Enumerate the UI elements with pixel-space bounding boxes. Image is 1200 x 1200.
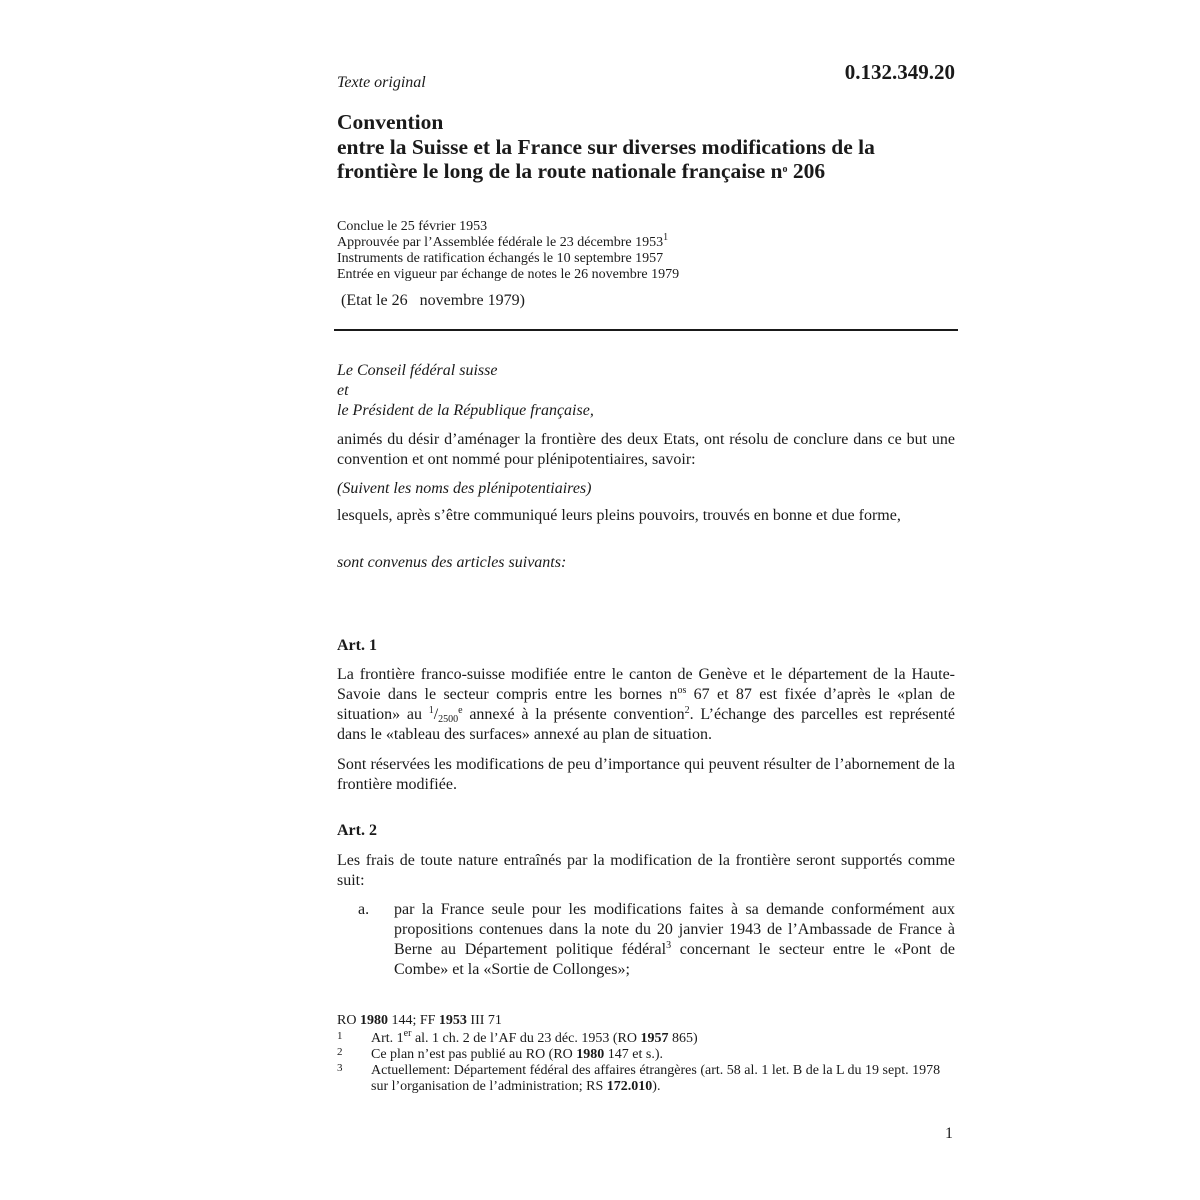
document-title <box>337 110 955 184</box>
agreed-articles-line: sont convenus des articles suivants: <box>337 554 567 571</box>
article-2-paragraph-1: Les frais de toute nature entraînés par la modification de la frontière seront supportés comme suit: <box>337 852 955 889</box>
preamble-intro: animés du désir d’aménager la frontière des deux Etats, ont résolu de conclure dans ce but une convention et ont nommé pour plénipotentiaires, savoir: <box>337 431 955 468</box>
language-label: Texte original <box>337 74 426 91</box>
title-line-2: entre la Suisse et la France sur diverses modifications de la <box>337 134 875 159</box>
header-divider <box>334 329 958 331</box>
list-item-text: par la France seule pour les modifications faites à sa demande conformément aux propositions contenues dans la note du 20 janvier 1943 de l’Ambassade de France à Berne au Département politique fédéral$^3$ concernant le secteur entre le «Pont de Combe» et la «Sortie de Collonges»; <box>394 901 956 978</box>
party-french: le Président de la République française, <box>337 402 594 419</box>
fraction-numerator: 1 <box>428 705 434 716</box>
plenipotentiaries-note: (Suivent les noms des plénipotentiaires) <box>337 480 592 497</box>
article-1-heading: Art. 1 <box>337 637 377 654</box>
footnote-ref-1: 1 <box>663 232 669 243</box>
footnote-2: 2 Ce plan n’est pas publié au RO (RO 1980 147 et s.). <box>337 1046 664 1062</box>
footnote-number: 2 <box>337 1046 343 1058</box>
list-item-letter: a. <box>358 901 370 918</box>
fraction-denominator: 2500 <box>438 714 459 725</box>
party-conjunction: et <box>337 382 349 399</box>
meta-concluded: Conclue le 25 février 1953 <box>337 219 488 234</box>
footnote-number: 3 <box>337 1062 343 1074</box>
footnote-1: 1 Art. 1er al. 1 ch. 2 de l’AF du 23 déc. 1953 (RO 1957 865) <box>337 1028 698 1046</box>
meta-in-force: Entrée en vigueur par échange de notes le 26 novembre 1979 <box>337 267 680 282</box>
article-1-paragraph-1: La frontière franco-suisse modifiée entre le canton de Genève et le département de la Haute-Savoie dans le secteur compris entre les bornes $n^{os}$ 67 et 87 est fixée d’après le «plan de situation» au $^1/_{2500}^e$ annexé à la présente convention$^2$. L’échange des parcelles est représenté dans le «tableau des surfaces» annexé au plan de situation. <box>337 666 956 743</box>
article-1-paragraph-2: Sont réservées les modifications de peu d’importance qui peuvent résulter de l’abornement de la frontière modifiée. <box>337 756 955 793</box>
meta-approved: Approuvée par l’Assemblée fédérale le 23 décembre 1953$^1$ <box>337 232 669 250</box>
title-line-1: Convention <box>337 110 444 134</box>
party-swiss: Le Conseil fédéral suisse <box>337 362 498 379</box>
state-date: (Etat le 26 novembre 1979) <box>341 292 525 309</box>
footnote-number: 1 <box>337 1030 343 1042</box>
official-compilation-reference: RO 1980 144; FF 1953 III 71 <box>337 1013 502 1028</box>
footnotes <box>337 1013 955 1095</box>
page-number: 1 <box>945 1125 953 1142</box>
sr-number: 0.132.349.20 <box>844 60 955 84</box>
full-powers-paragraph: lesquels, après s’être communiqué leurs pleins pouvoirs, trouvés en bonne et due forme, <box>337 507 901 524</box>
convention-metadata <box>337 219 955 283</box>
meta-ratified: Instruments de ratification échangés le 10 septembre 1957 <box>337 251 664 266</box>
title-line-3: frontière le long de la route nationale française $n^o$ 206 <box>337 159 826 183</box>
preamble-parties <box>337 361 955 421</box>
footnote-ref-2: 2 <box>684 705 690 716</box>
article-2-heading: Art. 2 <box>337 822 377 839</box>
footnote-3: 3 Actuellement: Département fédéral des affaires étrangères (art. 58 al. 1 let. B de la L du 19 sept. 1978 sur l’organisation de l’administration; RS 172.010). <box>337 1062 941 1094</box>
footnote-ref-3: 3 <box>666 940 672 951</box>
